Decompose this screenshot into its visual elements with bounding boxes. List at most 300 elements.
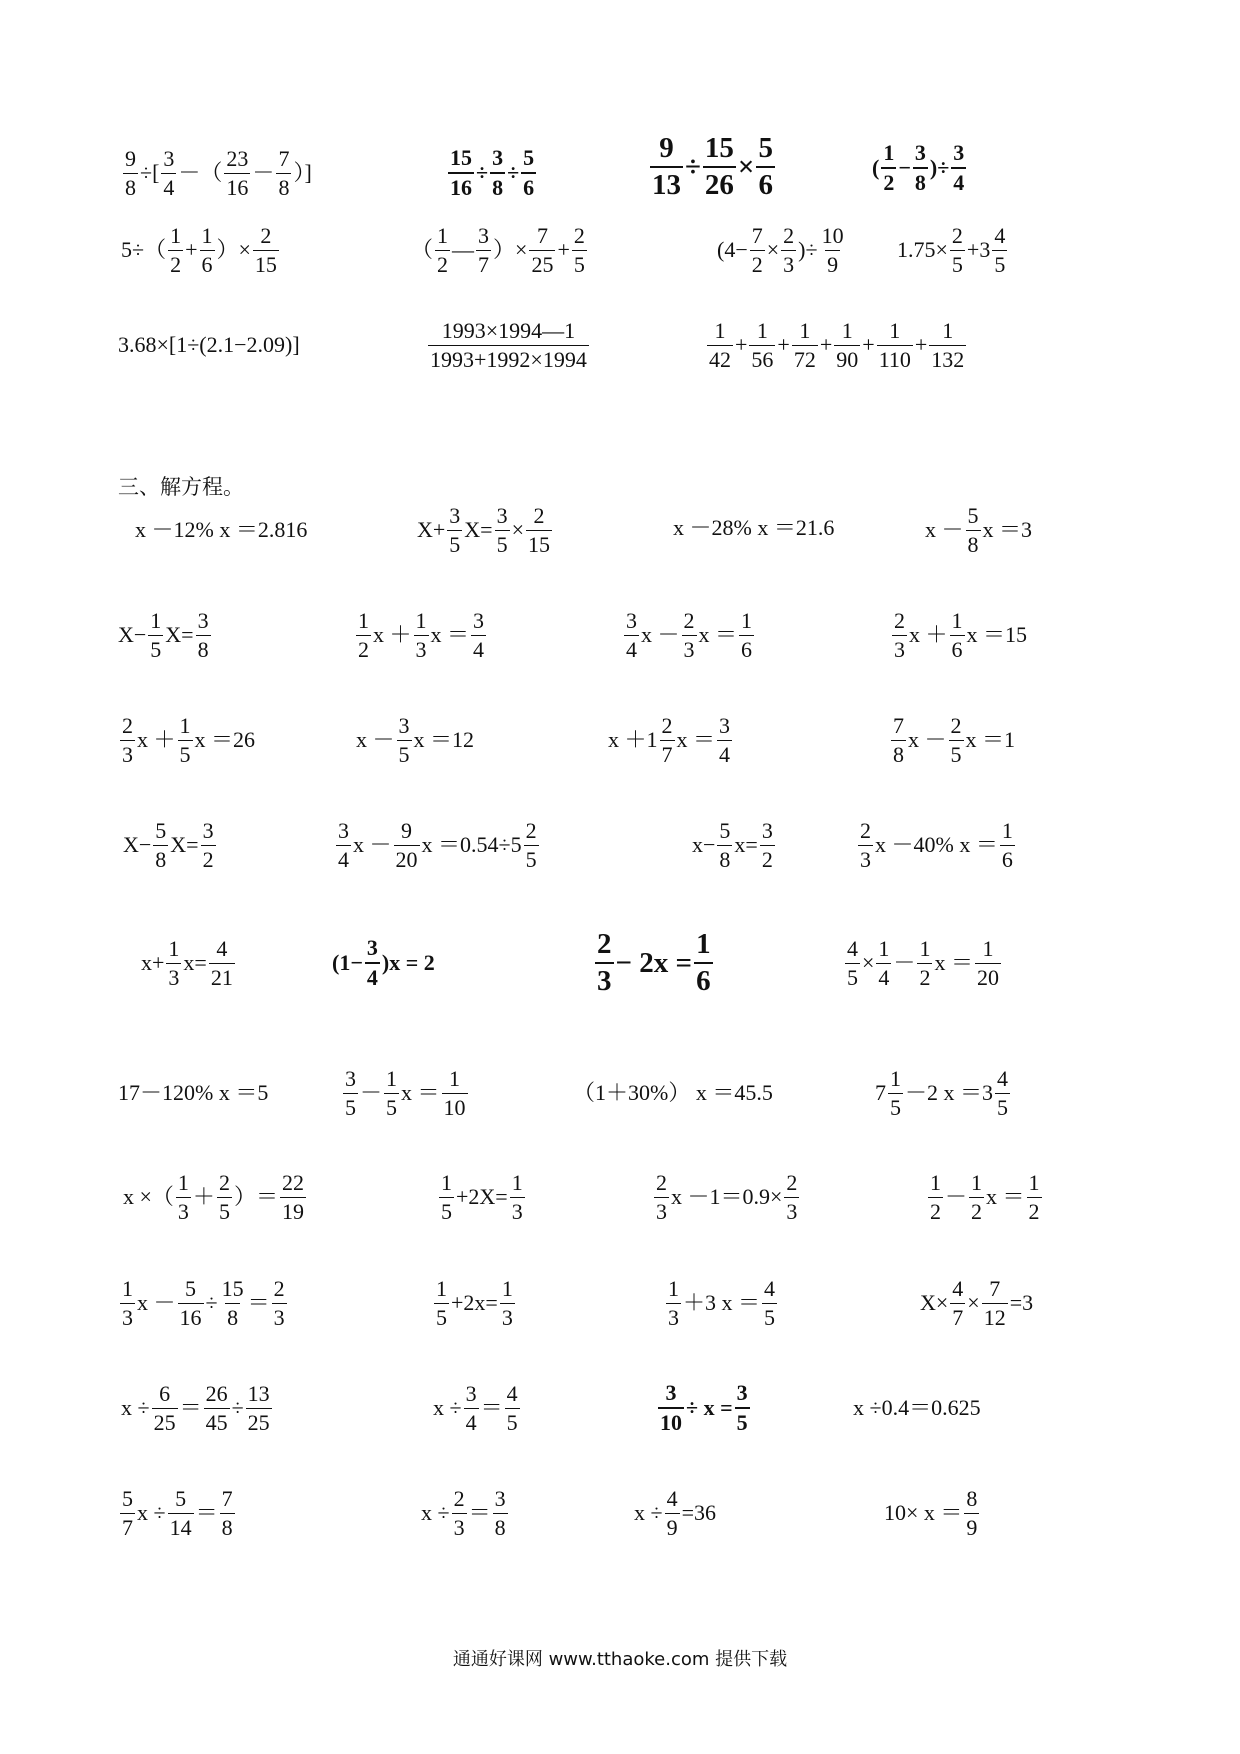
numerator: 1 bbox=[971, 1169, 983, 1195]
denominator: 8 bbox=[913, 167, 928, 194]
math-problem bbox=[118, 712, 256, 767]
numerator: 2 bbox=[218, 1169, 230, 1195]
math-text: x ＋1 bbox=[608, 727, 658, 752]
denominator: 3 bbox=[511, 1198, 523, 1224]
fraction bbox=[428, 317, 589, 372]
math-problem bbox=[118, 1275, 289, 1330]
fraction bbox=[178, 1275, 204, 1330]
fraction bbox=[969, 1169, 984, 1224]
numerator: 7 bbox=[278, 145, 290, 171]
fraction bbox=[735, 1382, 750, 1434]
math-problem bbox=[354, 607, 488, 662]
denominator: 2 bbox=[170, 251, 182, 277]
fraction bbox=[246, 1380, 272, 1435]
numerator: 2 bbox=[122, 712, 133, 738]
numerator: 7 bbox=[751, 222, 763, 248]
math-text: − bbox=[898, 155, 911, 180]
math-problem bbox=[920, 1275, 1034, 1330]
denominator: 90 bbox=[836, 346, 859, 372]
fraction bbox=[877, 317, 913, 372]
math-text: )÷ bbox=[929, 155, 950, 180]
denominator: 5 bbox=[345, 1094, 356, 1120]
numerator: 5 bbox=[523, 145, 535, 170]
numerator: 4 bbox=[952, 1275, 964, 1301]
math-text: －2 x ＝3 bbox=[905, 1080, 994, 1105]
denominator: 45 bbox=[205, 1409, 228, 1435]
math-problem bbox=[356, 712, 475, 767]
denominator: 2 bbox=[358, 636, 369, 662]
math-problem bbox=[446, 147, 538, 199]
math-problem bbox=[341, 1065, 470, 1120]
math-problem bbox=[664, 1275, 779, 1330]
fraction bbox=[394, 817, 420, 872]
fraction bbox=[951, 142, 966, 194]
fraction bbox=[749, 317, 775, 372]
numerator: 9 bbox=[125, 145, 136, 171]
denominator: 10 bbox=[658, 1407, 684, 1434]
fraction bbox=[654, 1169, 669, 1224]
fraction bbox=[148, 607, 163, 662]
denominator: 9 bbox=[827, 251, 839, 277]
fraction bbox=[820, 222, 846, 277]
math-text: )÷ bbox=[798, 237, 818, 262]
math-text: x －28% x ＝21.6 bbox=[673, 515, 835, 540]
math-text: （1＋30%） x ＝45.5 bbox=[573, 1080, 773, 1105]
fraction bbox=[224, 145, 250, 200]
numerator: 1993×1994—1 bbox=[441, 317, 576, 343]
fraction bbox=[762, 1275, 777, 1330]
fraction bbox=[120, 1485, 135, 1540]
math-text: X− bbox=[123, 832, 152, 857]
numerator: 3 bbox=[665, 1380, 677, 1405]
fraction bbox=[476, 222, 491, 277]
denominator: 7 bbox=[661, 741, 673, 767]
denominator: 2 bbox=[751, 251, 763, 277]
math-text: x － bbox=[353, 832, 392, 857]
numerator: 4 bbox=[994, 222, 1006, 248]
fraction bbox=[717, 817, 732, 872]
numerator: 1 bbox=[878, 935, 890, 961]
fraction bbox=[153, 817, 168, 872]
denominator: 8 bbox=[278, 174, 290, 200]
fraction bbox=[161, 145, 176, 200]
denominator: 16 bbox=[448, 172, 474, 199]
numerator: 15 bbox=[221, 1275, 244, 1301]
fraction bbox=[343, 1065, 358, 1120]
fraction bbox=[510, 1169, 525, 1224]
math-problem bbox=[135, 519, 307, 541]
math-text: － bbox=[945, 1184, 968, 1209]
denominator: 4 bbox=[365, 962, 380, 989]
math-text: x ＝12 bbox=[413, 727, 475, 752]
denominator: 4 bbox=[626, 636, 637, 662]
fraction bbox=[750, 222, 765, 277]
numerator: 7 bbox=[893, 712, 904, 738]
math-text: x ＝ bbox=[934, 950, 973, 975]
math-text: 7 bbox=[875, 1080, 886, 1105]
denominator: 56 bbox=[751, 346, 774, 372]
denominator: 6 bbox=[694, 962, 713, 996]
math-problem bbox=[692, 817, 777, 872]
fraction bbox=[529, 222, 555, 277]
denominator: 3 bbox=[894, 636, 905, 662]
numerator: 1 bbox=[177, 1169, 189, 1195]
fraction bbox=[276, 145, 291, 200]
denominator: 5 bbox=[496, 531, 508, 557]
numerator: 2 bbox=[597, 928, 612, 960]
denominator: 3 bbox=[122, 741, 133, 767]
denominator: 5 bbox=[847, 964, 858, 990]
math-text: + bbox=[862, 332, 875, 357]
math-problem bbox=[118, 1082, 268, 1104]
denominator: 8 bbox=[490, 172, 505, 199]
denominator: 6 bbox=[951, 636, 963, 662]
math-text: +3 bbox=[966, 237, 991, 262]
math-text: ＋ bbox=[192, 1184, 215, 1209]
denominator: 5 bbox=[950, 741, 962, 767]
fraction bbox=[452, 1485, 467, 1540]
math-problem bbox=[705, 317, 968, 372]
fraction bbox=[739, 607, 754, 662]
fraction bbox=[439, 1169, 454, 1224]
fraction bbox=[280, 1169, 306, 1224]
math-text: x ＝ bbox=[676, 727, 716, 752]
math-text: ( bbox=[872, 155, 880, 180]
fraction bbox=[365, 937, 380, 989]
math-problem bbox=[843, 935, 1003, 990]
math-text: × bbox=[511, 517, 525, 542]
fraction bbox=[1027, 1169, 1042, 1224]
math-text: ＝ bbox=[480, 1395, 503, 1420]
denominator: 8 bbox=[719, 846, 731, 872]
math-text: ）] bbox=[293, 160, 312, 185]
denominator: 6 bbox=[756, 166, 775, 200]
denominator: 5 bbox=[218, 1198, 230, 1224]
denominator: 132 bbox=[931, 346, 965, 372]
numerator: 3 bbox=[478, 222, 490, 248]
math-problem bbox=[593, 930, 715, 996]
fraction bbox=[204, 1380, 230, 1435]
numerator: 2 bbox=[533, 502, 545, 528]
numerator: 5 bbox=[155, 817, 167, 843]
numerator: 2 bbox=[786, 1169, 798, 1195]
denominator: 6 bbox=[741, 636, 753, 662]
math-text: x ＋ bbox=[373, 622, 412, 647]
denominator: 3 bbox=[668, 1304, 679, 1330]
fraction bbox=[123, 145, 138, 200]
math-text: × bbox=[967, 1290, 980, 1315]
denominator: 42 bbox=[709, 346, 731, 372]
denominator: 25 bbox=[247, 1409, 270, 1435]
denominator: 5 bbox=[386, 1094, 398, 1120]
fraction bbox=[521, 147, 536, 199]
fraction bbox=[756, 134, 775, 200]
math-text: ＝ bbox=[195, 1500, 218, 1525]
fraction bbox=[982, 1275, 1008, 1330]
math-text: ＝ bbox=[468, 1500, 491, 1525]
numerator: 3 bbox=[465, 1380, 477, 1406]
numerator: 7 bbox=[536, 222, 548, 248]
math-text: + bbox=[777, 332, 790, 357]
math-text: 3.68×[1÷(2.1−2.09)] bbox=[118, 332, 300, 357]
fraction bbox=[435, 222, 450, 277]
math-problem bbox=[121, 222, 281, 277]
math-text: x ＝15 bbox=[966, 622, 1028, 647]
numerator: 23 bbox=[226, 145, 249, 171]
numerator: 3 bbox=[494, 1485, 506, 1511]
denominator: 2 bbox=[202, 846, 214, 872]
section-heading: 三、解方程。 bbox=[118, 475, 244, 499]
denominator: 25 bbox=[153, 1409, 176, 1435]
numerator: 8 bbox=[966, 1485, 978, 1511]
fraction bbox=[876, 935, 891, 990]
numerator: 3 bbox=[338, 817, 349, 843]
fraction bbox=[209, 935, 235, 990]
math-text: ÷[ bbox=[140, 160, 160, 185]
numerator: 3 bbox=[761, 817, 773, 843]
fraction bbox=[336, 817, 351, 872]
numerator: 3 bbox=[496, 502, 508, 528]
math-text: x ＝ bbox=[986, 1184, 1025, 1209]
numerator: 4 bbox=[216, 935, 228, 961]
math-problem bbox=[332, 937, 435, 989]
math-problem bbox=[622, 607, 756, 662]
math-text: × bbox=[862, 950, 875, 975]
fraction bbox=[464, 1380, 479, 1435]
numerator: 1 bbox=[201, 222, 213, 248]
math-text: ＋3 x ＝ bbox=[683, 1290, 761, 1315]
numerator: 1 bbox=[889, 317, 901, 343]
numerator: 1 bbox=[883, 140, 895, 165]
numerator: 6 bbox=[159, 1380, 171, 1406]
math-text: 1.75× bbox=[897, 237, 948, 262]
math-text: x ×（ bbox=[123, 1184, 174, 1209]
math-text: 17－120% x ＝5 bbox=[118, 1080, 269, 1105]
denominator: 3 bbox=[273, 1304, 285, 1330]
denominator: 25 bbox=[531, 251, 554, 277]
numerator: 1 bbox=[386, 1065, 398, 1091]
math-problem bbox=[648, 134, 777, 200]
math-problem bbox=[426, 317, 591, 372]
math-text: x ＝26 bbox=[194, 727, 256, 752]
denominator: 3 bbox=[786, 1198, 798, 1224]
numerator: 1 bbox=[1028, 1169, 1040, 1195]
numerator: 7 bbox=[221, 1485, 233, 1511]
math-problem bbox=[853, 1397, 981, 1419]
math-text: ）× bbox=[216, 237, 251, 262]
denominator: 4 bbox=[338, 846, 349, 872]
numerator: 3 bbox=[473, 607, 485, 633]
denominator: 14 bbox=[169, 1514, 192, 1540]
math-text: x ÷ bbox=[634, 1500, 663, 1525]
math-problem bbox=[889, 712, 1016, 767]
numerator: 13 bbox=[247, 1380, 270, 1406]
math-text: x ÷ bbox=[137, 1500, 166, 1525]
math-text: x －1＝0.9× bbox=[671, 1184, 783, 1209]
denominator: 5 bbox=[997, 1094, 1009, 1120]
fraction bbox=[168, 1485, 194, 1540]
math-text: + bbox=[185, 237, 198, 262]
denominator: 3 bbox=[783, 251, 795, 277]
fraction bbox=[717, 712, 732, 767]
math-text: x － bbox=[908, 727, 947, 752]
numerator: 3 bbox=[366, 935, 378, 960]
fraction bbox=[152, 1380, 178, 1435]
math-problem bbox=[652, 1169, 801, 1224]
numerator: 1 bbox=[951, 607, 963, 633]
numerator: 3 bbox=[626, 607, 637, 633]
denominator: 8 bbox=[155, 846, 167, 872]
denominator: 3 bbox=[415, 636, 427, 662]
fraction bbox=[397, 712, 412, 767]
numerator: 2 bbox=[525, 817, 537, 843]
numerator: 3 bbox=[953, 140, 965, 165]
fraction bbox=[178, 712, 193, 767]
math-text: x － bbox=[925, 517, 964, 542]
fraction bbox=[950, 1275, 965, 1330]
numerator: 9 bbox=[659, 132, 674, 164]
denominator: 16 bbox=[226, 174, 249, 200]
denominator: 21 bbox=[210, 964, 233, 990]
numerator: 3 bbox=[719, 712, 731, 738]
fraction bbox=[168, 222, 183, 277]
fraction bbox=[858, 817, 873, 872]
fraction bbox=[682, 607, 697, 662]
numerator: 1 bbox=[841, 317, 853, 343]
math-text: x －12% x ＝2.816 bbox=[135, 517, 308, 542]
numerator: 2 bbox=[783, 222, 795, 248]
math-text: x ＋ bbox=[137, 727, 176, 752]
math-problem bbox=[118, 607, 213, 662]
numerator: 1 bbox=[756, 317, 768, 343]
denominator: 5 bbox=[951, 251, 963, 277]
fraction bbox=[272, 1275, 287, 1330]
math-problem bbox=[411, 222, 589, 277]
fraction bbox=[760, 817, 775, 872]
fraction bbox=[666, 1275, 681, 1330]
numerator: 2 bbox=[950, 712, 962, 738]
fraction bbox=[660, 712, 675, 767]
math-text: X= bbox=[464, 517, 493, 542]
math-text: （ bbox=[411, 237, 434, 262]
denominator: 13 bbox=[650, 166, 683, 200]
fraction bbox=[220, 1485, 235, 1540]
fraction bbox=[881, 142, 896, 194]
denominator: 3 bbox=[860, 846, 871, 872]
denominator: 20 bbox=[395, 846, 418, 872]
math-text: x ÷ bbox=[421, 1500, 450, 1525]
numerator: 1 bbox=[930, 1169, 941, 1195]
math-problem bbox=[121, 1380, 274, 1435]
math-text: ）＝ bbox=[233, 1184, 278, 1209]
numerator: 7 bbox=[989, 1275, 1001, 1301]
numerator: 2 bbox=[860, 817, 871, 843]
denominator: 5 bbox=[994, 251, 1006, 277]
math-text: )x = 2 bbox=[381, 950, 435, 975]
math-text: + bbox=[819, 332, 833, 357]
math-text: －（ bbox=[178, 160, 223, 185]
numerator: 2 bbox=[453, 1485, 465, 1511]
math-text: x －40% x ＝ bbox=[875, 832, 998, 857]
math-text: X= bbox=[170, 832, 199, 857]
fraction bbox=[220, 1275, 246, 1330]
numerator: 5 bbox=[967, 502, 979, 528]
math-text: x ＝3 bbox=[982, 517, 1033, 542]
math-text: ÷ bbox=[205, 1290, 218, 1315]
fraction bbox=[495, 502, 510, 557]
denominator: 7 bbox=[478, 251, 490, 277]
denominator: 8 bbox=[494, 1514, 506, 1540]
math-text: x ＝ bbox=[698, 622, 738, 647]
denominator: 3 bbox=[683, 636, 695, 662]
math-text: × bbox=[766, 237, 780, 262]
math-problem bbox=[925, 502, 1033, 557]
fraction bbox=[434, 1275, 449, 1330]
denominator: 5 bbox=[398, 741, 410, 767]
fraction bbox=[217, 1169, 232, 1224]
numerator: 3 bbox=[345, 1065, 356, 1091]
numerator: 1 bbox=[799, 317, 811, 343]
numerator: 4 bbox=[506, 1380, 518, 1406]
denominator: 8 bbox=[125, 174, 136, 200]
math-problem bbox=[608, 712, 734, 767]
numerator: 1 bbox=[942, 317, 954, 343]
denominator: 5 bbox=[890, 1094, 901, 1120]
numerator: 1 bbox=[437, 222, 449, 248]
fraction bbox=[176, 1169, 191, 1224]
math-text: (1− bbox=[332, 950, 363, 975]
denominator: 5 bbox=[506, 1409, 518, 1435]
numerator: 1 bbox=[415, 607, 427, 633]
numerator: 5 bbox=[175, 1485, 187, 1511]
denominator: 8 bbox=[227, 1304, 239, 1330]
math-problem bbox=[890, 607, 1028, 662]
numerator: 2 bbox=[951, 222, 963, 248]
numerator: 26 bbox=[205, 1380, 228, 1406]
fraction bbox=[966, 502, 981, 557]
denominator: 26 bbox=[703, 166, 736, 200]
denominator: 5 bbox=[441, 1198, 452, 1224]
math-text: x － bbox=[641, 622, 680, 647]
math-text: X× bbox=[920, 1290, 949, 1315]
denominator: 9 bbox=[966, 1514, 978, 1540]
math-text: (4− bbox=[717, 237, 748, 262]
denominator: 2 bbox=[930, 1198, 941, 1224]
denominator: 3 bbox=[168, 964, 180, 990]
numerator: 2 bbox=[661, 712, 673, 738]
fraction bbox=[995, 1065, 1010, 1120]
math-text: x ÷ bbox=[433, 1395, 462, 1420]
fraction bbox=[845, 935, 860, 990]
denominator: 6 bbox=[521, 172, 536, 199]
math-problem bbox=[926, 1169, 1044, 1224]
denominator: 10 bbox=[443, 1094, 466, 1120]
numerator: 5 bbox=[719, 817, 731, 843]
math-text: ÷ bbox=[476, 160, 489, 185]
denominator: 3 bbox=[122, 1304, 133, 1330]
numerator: 1 bbox=[696, 928, 711, 960]
fraction bbox=[201, 817, 216, 872]
denominator: 5 bbox=[179, 741, 191, 767]
fraction bbox=[120, 712, 135, 767]
fraction bbox=[913, 142, 928, 194]
numerator: 3 bbox=[449, 502, 461, 528]
fraction bbox=[524, 817, 539, 872]
math-text: + bbox=[557, 237, 570, 262]
fraction bbox=[384, 1065, 399, 1120]
numerator: 2 bbox=[894, 607, 905, 633]
math-text: x － bbox=[137, 1290, 176, 1315]
